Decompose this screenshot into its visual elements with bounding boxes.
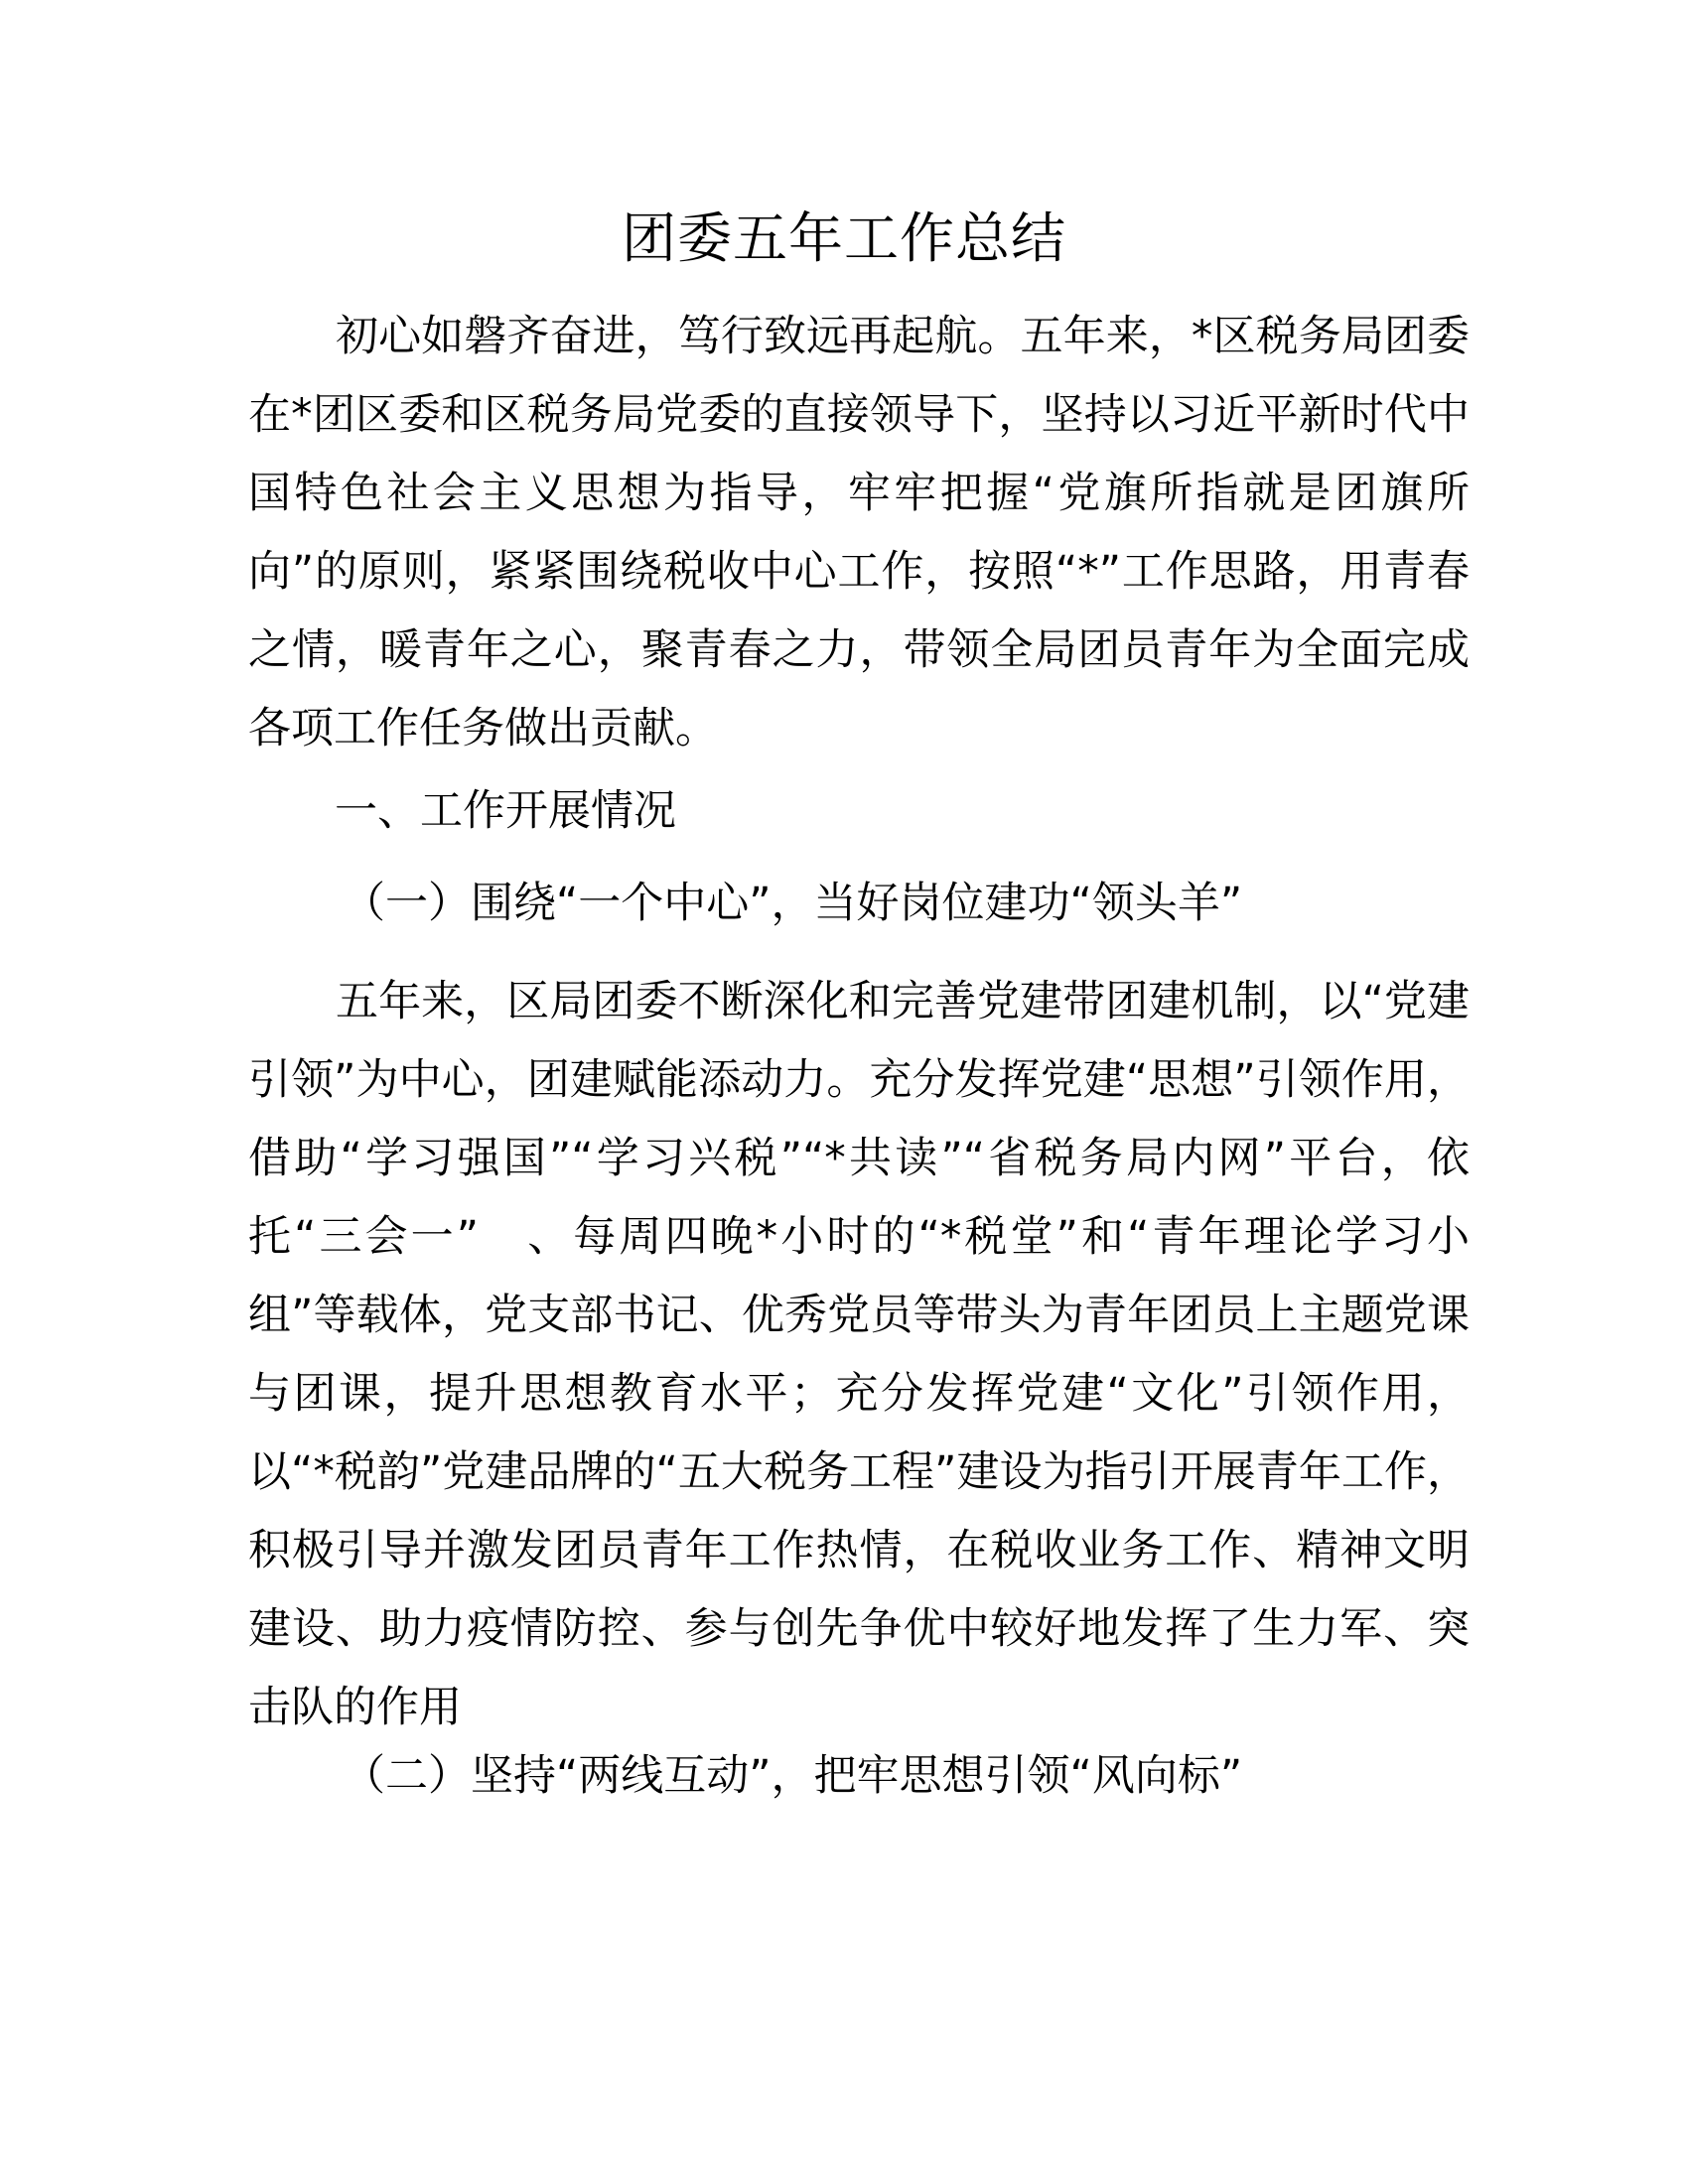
subsection-1-paragraph: 五年来，区局团委不断深化和完善党建带团建机制，以“党建引领”为中心，团建赋能添动力。充分发挥党建“思想”引领作用，借助“学习强国”“学习兴税”“*共读”“省税务局内网”平台，依托“三会一” 、每周四晚*小时的“*税堂”和“青年理论学习小组”等载体，党支部书记、优秀党员等带头为青年团员上主题党课与团课，提升思想教育水平；充分发挥党建“文化”引领作用，以“*税韵”党建品牌的“五大税务工程”建设为指引开展青年工作，积极引导并激发团员青年工作热情，在税收业务工作、精神文明建设、助力疫情防控、参与创先争优中较好地发挥了生力军、突击队的作用 [248,977,1470,1732]
intro-paragraph: 初心如磐齐奋进，笃行致远再起航。五年来，*区税务局团委在*团区委和区税务局党委的直接领导下，坚持以习近平新时代中国特色社会主义思想为指导，牢牢把握“党旗所指就是团旗所向”的原则，紧紧围绕税收中心工作，按照“*”工作思路，用青春之情，暖青年之心，聚青春之力，带领全局团员青年为全面完成各项工作任务做出贡献。 [248,312,1470,753]
subsection-2-heading: （二）坚持“两线互动”，把牢思想引领“风向标” [343,1751,1243,1801]
document-title: 团委五年工作总结 [621,206,1066,270]
section-1-heading: 一、工作开展情况 [335,786,676,836]
subsection-1-heading: （一）围绕“一个中心”，当好岗位建功“领头羊” [343,879,1243,928]
